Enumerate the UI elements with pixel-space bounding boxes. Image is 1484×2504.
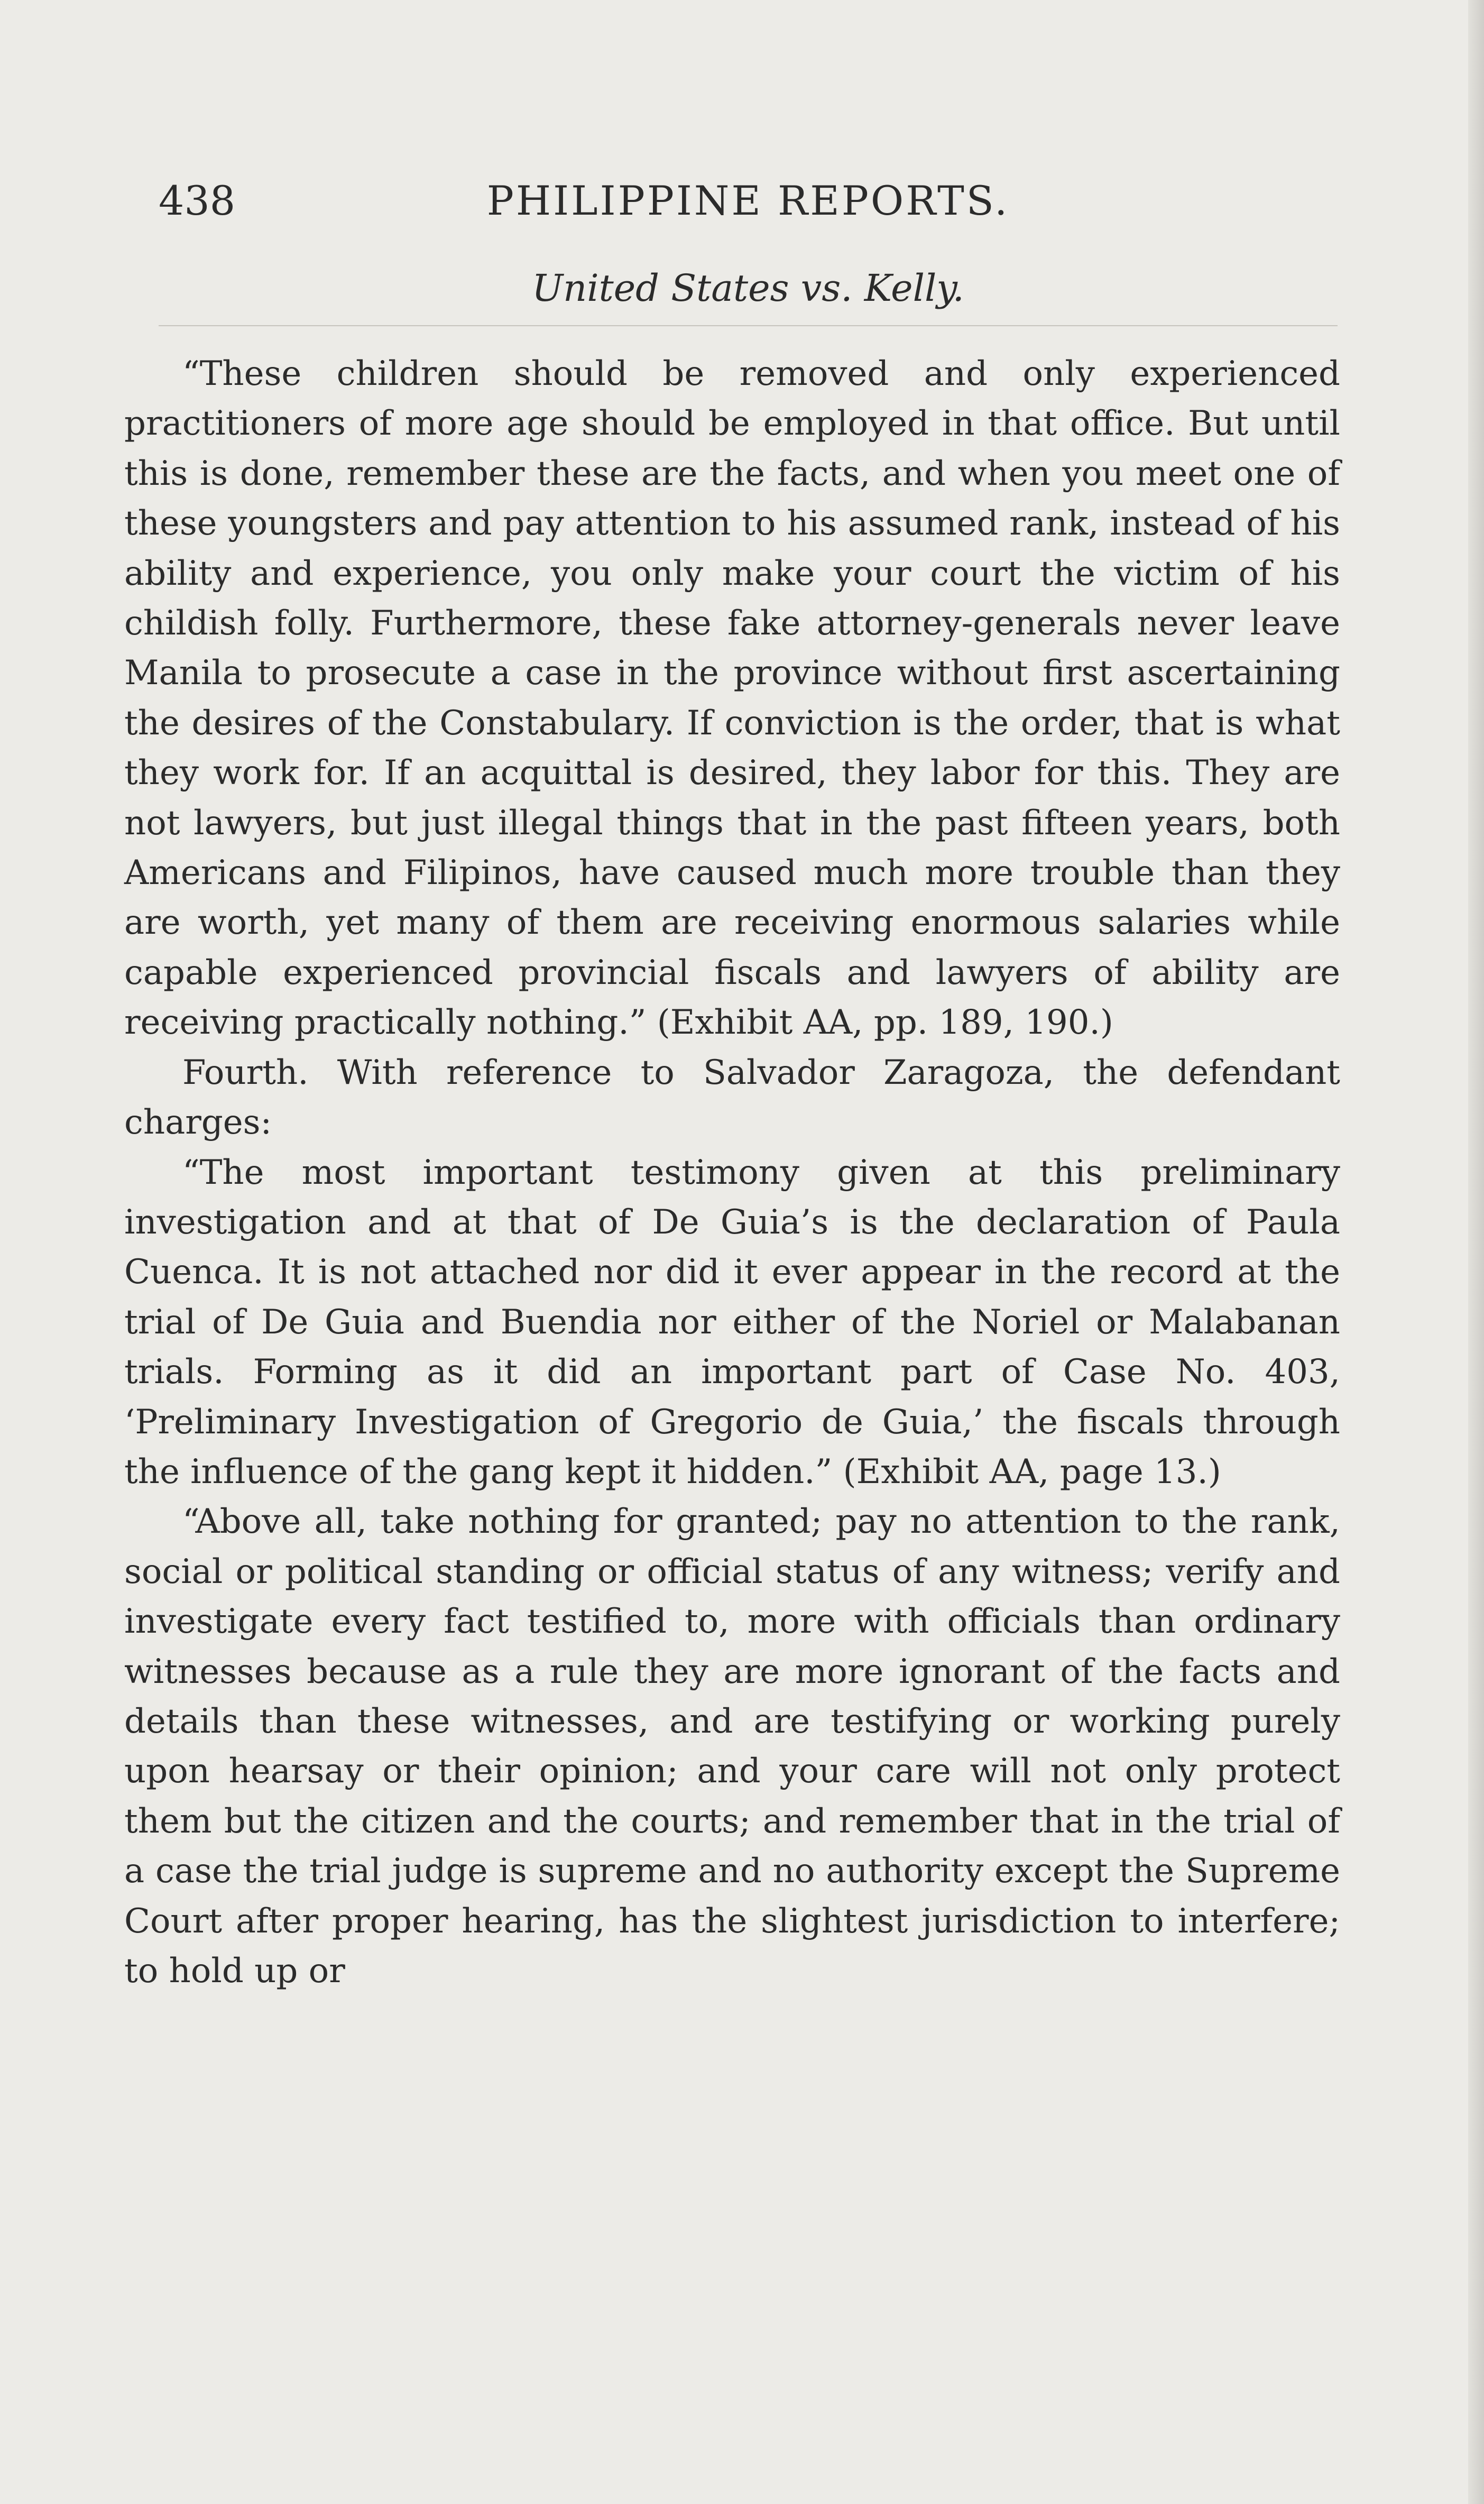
page-edge — [1468, 0, 1484, 2504]
paragraph-fourth: Fourth. With reference to Salvador Zaragoza, the defendant charges: — [124, 1053, 1340, 1143]
paragraph-quote-2: “The most important testimony given at this preliminary investigation and at that of De Guia’s is the declaration of Paula Cuenca. It is not attached nor did it ever appear in the record at the trial of De Guia and Buendia nor either of the Noriel or Malabanan trials. Forming as it did an important part of Case No. 403, ‘Preliminary Investigation of Gregorio de Guia,’ the fiscals through the influence of the gang kept it hidden.” (Exhibit AA, page 13.) — [124, 1153, 1340, 1492]
page-header — [159, 174, 1338, 238]
paragraph-quote-1: “These children should be removed and only experienced practitioners of more age should be employed in that office. But until this is done, remember these are the facts, and when you meet one of these youngsters and pay attention to his assumed rank, instead of his ability and experience, you only make your court the victim of his childish folly. Furthermore, these fake attorney-generals never leave Manila to prosecute a case in the province without first ascertaining the desires of the Constabulary. If conviction is the order, that is what they work for. If an acquittal is desired, they labor for this. They are not lawyers, but just illegal things that in the past fifteen years, both Americans and Filipinos, have caused much more trouble than they are worth, yet many of them are receiving enormous salaries while capable experienced provincial fiscals and lawyers of ability are receiving practically nothing.” (Exhibit AA, pp. 189, 190.) — [124, 354, 1340, 1043]
body-text — [124, 349, 1340, 1996]
paragraph-quote-3: “Above all, take nothing for granted; pay no attention to the rank, social or political standing or official status of any witness; verify and investigate every fact testified to, more with officials than ordinary witnesses because as a rule they are more ignorant of the facts and details than these witnesses, and are testifying or working purely upon hearsay or their opinion; and your care will not only protect them but the citizen and the courts; and remember that in the trial of a case the trial judge is supreme and no authority except the Supreme Court after proper hearing, has the slightest jurisdiction to interfere; to hold up or — [124, 1502, 1340, 1991]
header-rule — [159, 325, 1338, 326]
running-title: PHILIPPINE REPORTS. — [486, 177, 1010, 224]
case-title: United States vs. Kelly. — [532, 266, 964, 310]
page-number: 438 — [159, 177, 236, 224]
